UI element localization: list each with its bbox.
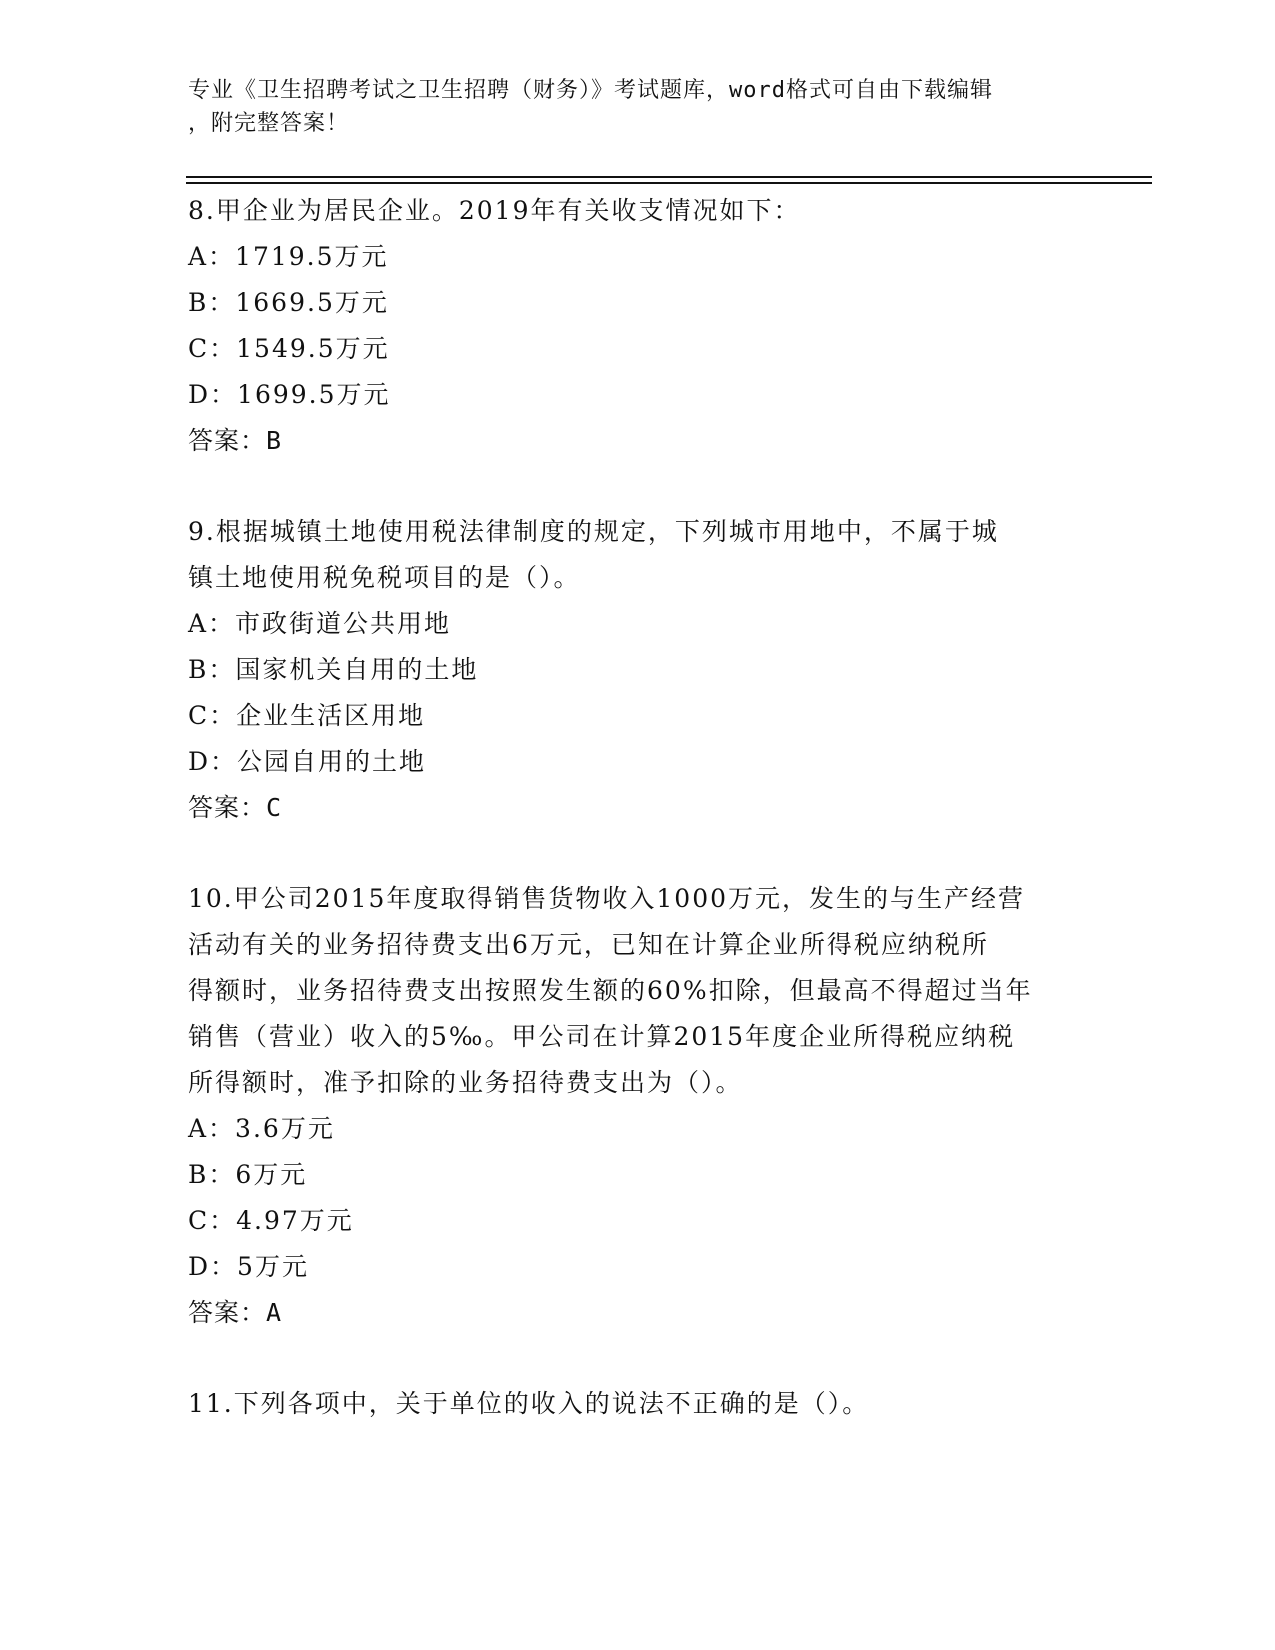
answer: 答案：B	[188, 426, 283, 455]
question-text-line: 所得额时，准予扣除的业务招待费支出为（）。	[188, 1068, 743, 1097]
document-header	[188, 74, 1068, 140]
question-list	[188, 188, 1088, 1472]
question-8	[188, 188, 1088, 464]
question-text-line: 活动有关的业务招待费支出6万元，已知在计算企业所得税应纳税所	[188, 930, 989, 959]
question-text-line: 得额时，业务招待费支出按照发生额的60%扣除，但最高不得超过当年	[188, 976, 1033, 1005]
question-text-line: 9.根据城镇土地使用税法律制度的规定，下列城市用地中，不属于城	[188, 517, 999, 546]
question-text	[188, 188, 1088, 234]
option-a: A：3.6万元	[188, 1114, 335, 1143]
option-b: B：1669.5万元	[188, 288, 389, 317]
header-line-2: ，附完整答案！	[188, 111, 350, 136]
question-9	[188, 509, 1088, 831]
question-text-line: 镇土地使用税免税项目的是（）。	[188, 563, 581, 592]
header-divider-top	[186, 176, 1152, 178]
option-a: A：市政街道公共用地	[188, 609, 452, 638]
option-c: C：企业生活区用地	[188, 701, 426, 730]
option-a: A：1719.5万元	[188, 242, 389, 271]
header-line-1: 专业《卫生招聘考试之卫生招聘（财务）》考试题库，word格式可自由下载编辑	[188, 78, 993, 103]
question-11	[188, 1381, 1088, 1427]
question-text-line: 8.甲企业为居民企业。2019年有关收支情况如下：	[188, 196, 801, 225]
question-10	[188, 876, 1088, 1336]
option-b: B：6万元	[188, 1160, 308, 1189]
option-d: D：5万元	[188, 1252, 309, 1281]
question-text-line: 10.甲公司2015年度取得销售货物收入1000万元，发生的与生产经营	[188, 884, 1026, 913]
question-text	[188, 1381, 1088, 1427]
option-c: C：1549.5万元	[188, 334, 390, 363]
answer: 答案：C	[188, 793, 283, 822]
header-divider-bottom	[186, 182, 1152, 184]
question-text-line: 销售（营业）收入的5‰。甲公司在计算2015年度企业所得税应纳税	[188, 1022, 1016, 1051]
option-d: D：公园自用的土地	[188, 747, 427, 776]
option-d: D：1699.5万元	[188, 380, 391, 409]
question-text	[188, 876, 1088, 1106]
question-text-line: 11.下列各项中，关于单位的收入的说法不正确的是（）。	[188, 1389, 870, 1418]
option-c: C：4.97万元	[188, 1206, 354, 1235]
question-text	[188, 509, 1088, 601]
option-b: B：国家机关自用的土地	[188, 655, 479, 684]
answer: 答案：A	[188, 1298, 283, 1327]
